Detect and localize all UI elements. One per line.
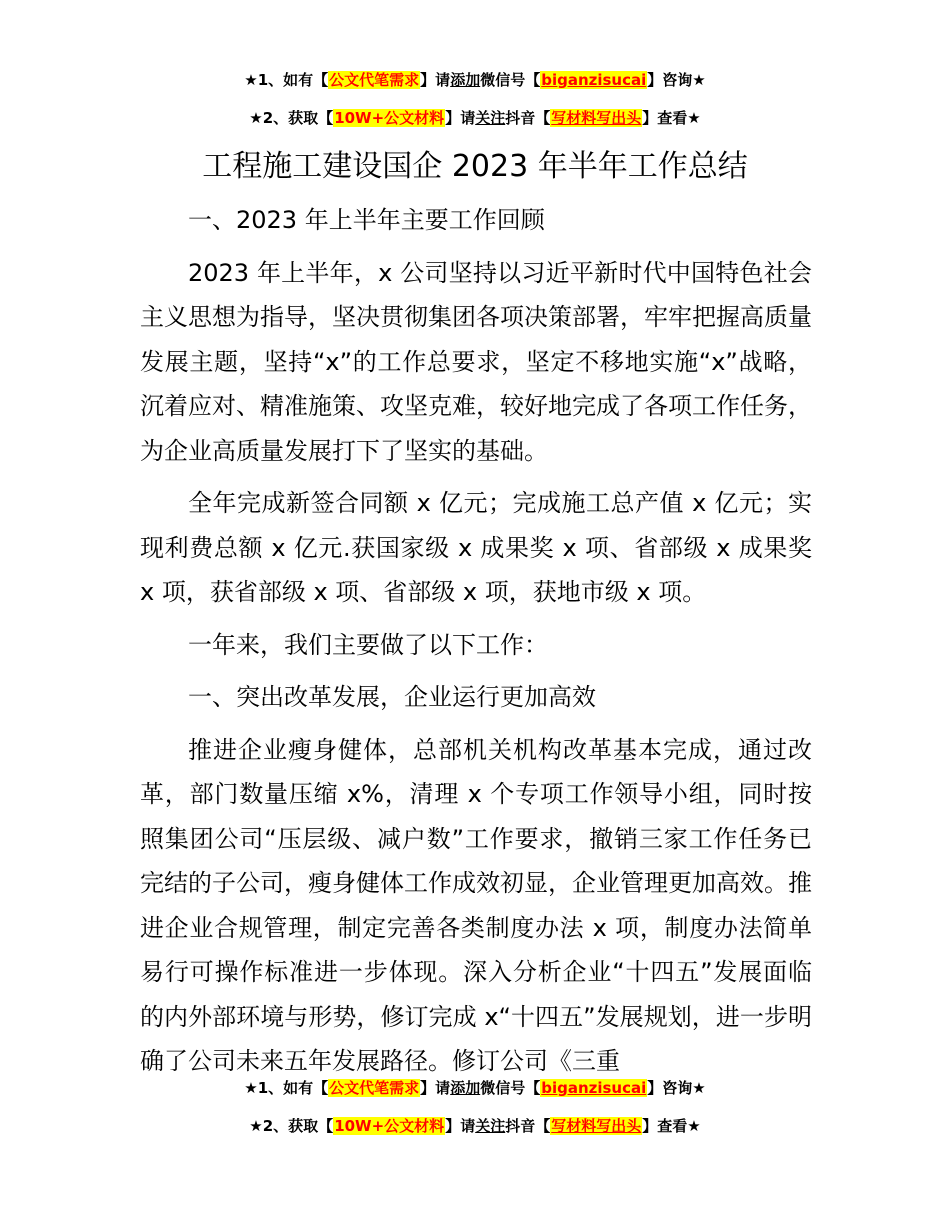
promo-text: 抖音【 (505, 109, 551, 127)
body-paragraph: 一年来，我们主要做了以下工作： (188, 630, 548, 659)
promo-text: 】请 (445, 109, 476, 127)
promo-banner-top-line-2 (0, 106, 950, 130)
promo-banner-top-line-1 (0, 68, 950, 92)
promo-highlight: 10W+公文材料 (334, 109, 445, 127)
body-paragraph: 2023 年上半年，x 公司坚持以习近平新时代中国特色社会主义思想为指导，坚决贯彻集团各项决策部署，牢牢把握高质量发展主题，坚持“x”的工作总要求，坚定不移地实施“x”战略，沉着应对、精准施策、攻坚克难，较好地完成了各项工作任务，为企业高质量发展打下了坚实的基础。 (140, 258, 812, 465)
promo-text: 】请 (420, 1079, 451, 1097)
section-heading: 一、2023 年上半年主要工作回顾 (188, 206, 545, 234)
promo-text: 】请 (445, 1117, 476, 1135)
promo-emphasis: 关注 (475, 1117, 506, 1135)
promo-wechat-id: biganzisucai (541, 1079, 647, 1097)
promo-text: 微信号【 (480, 71, 541, 89)
promo-emphasis: 添加 (450, 71, 481, 89)
promo-douyin-id: 写材料写出头 (551, 109, 642, 127)
promo-text: ★2、获取【 (249, 1117, 334, 1135)
promo-text: ★2、获取【 (249, 109, 334, 127)
promo-emphasis: 添加 (450, 1079, 481, 1097)
promo-highlight: 公文代笔需求 (329, 1079, 420, 1097)
promo-highlight: 10W+公文材料 (334, 1117, 445, 1135)
promo-banner-bottom-line-1 (0, 1076, 950, 1100)
section-heading: 一、突出改革发展，企业运行更加高效 (188, 683, 596, 711)
promo-text: 】咨询★ (647, 1079, 706, 1097)
promo-douyin-id: 写材料写出头 (551, 1117, 642, 1135)
promo-wechat-id: biganzisucai (541, 71, 647, 89)
body-paragraph: 推进企业瘦身健体，总部机关机构改革基本完成，通过改革，部门数量压缩 x%，清理 x 个专项工作领导小组，同时按照集团公司“压层级、减户数”工作要求，撤销三家工作任务已完结的子公司，瘦身健体工作成效初显，企业管理更加高效。推进企业合规管理，制定完善各类制度办法 x 项，制度办法简单易行可操作标准进一步体现。深入分析企业“十四五”发展面临的内外部环境与形势，修订完成 x“十四五”发展规划，进一步明确了公司未来五年发展路径。修订公司《三重 (140, 735, 812, 1075)
promo-text: 】请 (420, 71, 451, 89)
promo-text: 微信号【 (480, 1079, 541, 1097)
document-title: 工程施工建设国企 2023 年半年工作总结 (202, 149, 748, 184)
promo-text: 】查看★ (642, 1117, 701, 1135)
promo-emphasis: 关注 (475, 109, 506, 127)
promo-text: ★1、如有【 (244, 1079, 329, 1097)
promo-banner-bottom-line-2 (0, 1114, 950, 1138)
promo-text: 】查看★ (642, 109, 701, 127)
document-body (140, 198, 812, 1084)
promo-highlight: 公文代笔需求 (329, 71, 420, 89)
promo-text: 】咨询★ (647, 71, 706, 89)
body-paragraph: 全年完成新签合同额 x 亿元；完成施工总产值 x 亿元；实现利费总额 x 亿元.获国家级 x 成果奖 x 项、省部级 x 成果奖 x 项，获省部级 x 项、省部级 x 项，获地市级 x 项。 (140, 489, 812, 606)
promo-text: 抖音【 (505, 1117, 551, 1135)
promo-text: ★1、如有【 (244, 71, 329, 89)
